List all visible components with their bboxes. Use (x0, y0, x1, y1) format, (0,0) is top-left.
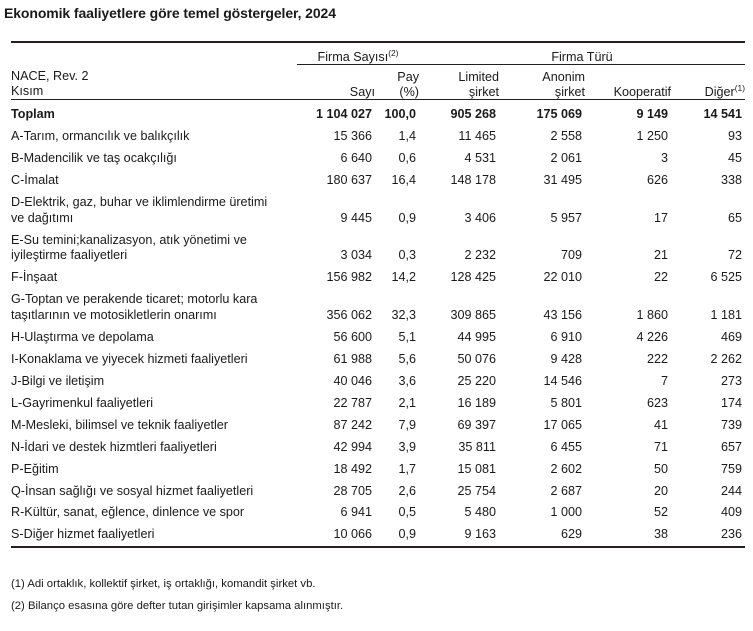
cell-anonim-sirket: 17 065 (543, 417, 582, 432)
indicators-table-container (11, 41, 745, 548)
head-spacer-top (11, 43, 745, 50)
cell-anonim-sirket: 629 (560, 527, 582, 542)
cell-pay: 0,9 (398, 210, 416, 225)
table-foot (11, 546, 745, 547)
table-row (11, 289, 745, 327)
cell-limited-sirket: 25 754 (457, 483, 496, 498)
cell-anonim-sirket: 709 (560, 248, 582, 263)
row-label-line: iyileştirme faaliyetleri (11, 248, 128, 263)
cell-limited-sirket: 15 081 (457, 461, 496, 476)
row-label-line: Q-İnsan sağlığı ve sosyal hizmet faaliyetleri (11, 483, 254, 498)
cell-pay: 1,7 (398, 461, 416, 476)
stub-header-line1: NACE, Rev. 2 (11, 69, 89, 83)
cell-diger: 739 (720, 417, 742, 432)
table-row (11, 480, 745, 502)
row-label (11, 267, 297, 289)
cell-pay: 0,3 (398, 248, 416, 263)
cell-diger: 409 (720, 505, 742, 520)
column-header-pay-line2: (%) (399, 84, 419, 99)
cell-anonim-sirket: 2 558 (550, 129, 582, 144)
cell-diger: 236 (720, 527, 742, 542)
table-row (11, 148, 745, 170)
cell-diger: 273 (720, 373, 742, 388)
table-row (11, 370, 745, 392)
row-label-line: G-Toptan ve perakende ticaret; motorlu kara (11, 292, 258, 307)
table-row (11, 458, 745, 480)
row-label (11, 524, 297, 546)
row-label-line: L-Gayrimenkul faaliyetleri (11, 395, 154, 410)
cell-pay: 3,6 (398, 373, 416, 388)
cell-sayi: 56 600 (333, 329, 372, 344)
row-label-line: S-Diğer hizmet faaliyetleri (11, 527, 155, 542)
group-header-firma-sayisi-label: Firma Sayısı (317, 50, 389, 64)
table-bottom-rule (11, 546, 745, 547)
table-row (11, 436, 745, 458)
column-header-anonim-sirket (499, 69, 585, 99)
cell-pay: 2,1 (398, 395, 416, 410)
row-label-line: R-Kültür, sanat, eğlence, dinlence ve spor (11, 505, 245, 520)
cell-anonim-sirket: 5 957 (550, 210, 582, 225)
column-header-anonim-line2: şirket (554, 84, 585, 99)
table-row (11, 192, 745, 230)
cell-pay: 0,5 (398, 505, 416, 520)
row-label-line: F-İnşaat (11, 270, 58, 285)
row-label-line: M-Mesleki, bilimsel ve teknik faaliyetler (11, 417, 228, 432)
cell-kooperatif: 1 250 (636, 129, 668, 144)
cell-kooperatif: 38 (653, 527, 668, 542)
cell-kooperatif: 7 (660, 373, 668, 388)
column-header-diger-footnote: (1) (734, 82, 745, 93)
cell-limited-sirket: 905 268 (450, 107, 496, 122)
cell-sayi: 356 062 (326, 307, 372, 322)
cell-kooperatif: 626 (646, 173, 668, 188)
cell-limited-sirket: 50 076 (457, 351, 496, 366)
row-label (11, 392, 297, 414)
column-header-limited-line1: Limited (458, 70, 499, 84)
cell-diger: 93 (727, 129, 742, 144)
cell-diger: 72 (727, 248, 742, 263)
cell-pay: 32,3 (391, 307, 416, 322)
column-header-pay-line1: Pay (397, 70, 419, 84)
cell-diger: 1 181 (710, 307, 742, 322)
row-label (11, 370, 297, 392)
cell-pay: 5,1 (398, 329, 416, 344)
row-label (11, 170, 297, 192)
cell-anonim-sirket: 175 069 (536, 107, 582, 122)
row-label-line: H-Ulaştırma ve depolama (11, 329, 154, 344)
stub-header-line2: Kısım (11, 84, 44, 98)
row-label-line: E-Su temini;kanalizasyon, atık yönetimi ve (11, 232, 247, 247)
cell-pay: 1,4 (398, 129, 416, 144)
row-label (11, 327, 297, 349)
cell-anonim-sirket: 2 061 (550, 151, 582, 166)
table-row (11, 414, 745, 436)
footnotes-block (11, 577, 711, 621)
cell-sayi: 42 994 (333, 439, 372, 454)
column-header-limited-sirket (419, 69, 499, 99)
footnote-1: (1) Adi ortaklık, kollektif şirket, iş ortaklığı, komandit şirket vb. (11, 578, 316, 590)
footnote-2: (2) Bilanço esasına göre defter tutan girişimler kapsama alınmıştır. (11, 600, 344, 612)
cell-diger: 2 262 (710, 351, 742, 366)
cell-limited-sirket: 25 220 (457, 373, 496, 388)
group-header-row (11, 50, 745, 64)
cell-anonim-sirket: 6 910 (550, 329, 582, 344)
row-label (11, 192, 297, 230)
column-header-sayi (297, 69, 375, 99)
row-label-line: Toplam (11, 107, 55, 122)
cell-diger: 244 (720, 483, 742, 498)
table-body (11, 104, 745, 546)
cell-pay: 100,0 (384, 107, 416, 122)
cell-pay: 3,9 (398, 439, 416, 454)
row-label (11, 104, 297, 126)
table-row (11, 327, 745, 349)
cell-anonim-sirket: 22 010 (543, 270, 582, 285)
row-label (11, 148, 297, 170)
cell-pay: 16,4 (391, 173, 416, 188)
column-header-kooperatif (585, 69, 671, 99)
cell-diger: 759 (720, 461, 742, 476)
cell-pay: 2,6 (398, 483, 416, 498)
cell-diger: 45 (727, 151, 742, 166)
cell-kooperatif: 17 (653, 210, 668, 225)
group-header-firma-sayisi (297, 47, 419, 64)
cell-kooperatif: 9 149 (636, 107, 668, 122)
cell-limited-sirket: 2 232 (464, 248, 496, 263)
cell-diger: 6 525 (710, 270, 742, 285)
table-head (11, 42, 745, 104)
cell-limited-sirket: 11 465 (458, 129, 496, 144)
cell-sayi: 40 046 (333, 373, 372, 388)
cell-kooperatif: 3 (660, 151, 668, 166)
row-label-line: J-Bilgi ve iletişim (11, 373, 105, 388)
table-row (11, 170, 745, 192)
page-title: Ekonomik faaliyetlere göre temel göstergeler, 2024 (4, 5, 336, 21)
cell-diger: 174 (720, 395, 742, 410)
row-label (11, 414, 297, 436)
cell-anonim-sirket: 1 000 (550, 505, 582, 520)
cell-kooperatif: 623 (646, 395, 668, 410)
cell-sayi: 22 787 (333, 395, 372, 410)
row-label (11, 229, 297, 267)
cell-diger: 657 (720, 439, 742, 454)
column-header-anonim-line1: Anonim (542, 70, 585, 84)
stub-header (11, 69, 297, 99)
cell-kooperatif: 41 (653, 417, 668, 432)
table-row (11, 524, 745, 546)
cell-sayi: 6 941 (340, 505, 372, 520)
cell-sayi: 156 982 (326, 270, 372, 285)
cell-diger: 469 (720, 329, 742, 344)
column-header-diger-text: Diğer (704, 84, 735, 99)
row-label-line: A-Tarım, ormancılık ve balıkçılık (11, 129, 190, 144)
row-label (11, 126, 297, 148)
column-header-diger-line1 (671, 82, 745, 100)
cell-diger: 14 541 (703, 107, 742, 122)
cell-sayi: 10 066 (333, 527, 372, 542)
cell-limited-sirket: 9 163 (464, 527, 496, 542)
group-header-firma-sayisi-footnote: (2) (388, 47, 399, 58)
cell-limited-sirket: 69 397 (457, 417, 496, 432)
cell-anonim-sirket: 43 156 (543, 307, 582, 322)
cell-kooperatif: 4 226 (636, 329, 668, 344)
row-label (11, 349, 297, 371)
cell-kooperatif: 22 (653, 270, 668, 285)
row-label-line: D-Elektrik, gaz, buhar ve iklimlendirme üretimi (11, 195, 268, 210)
cell-kooperatif: 222 (646, 351, 668, 366)
cell-sayi: 180 637 (326, 173, 372, 188)
cell-limited-sirket: 4 531 (464, 151, 496, 166)
cell-kooperatif: 20 (653, 483, 668, 498)
cell-limited-sirket: 148 178 (450, 173, 496, 188)
cell-kooperatif: 21 (653, 248, 668, 263)
cell-sayi: 1 104 027 (315, 107, 372, 122)
cell-pay: 5,6 (398, 351, 416, 366)
cell-sayi: 18 492 (333, 461, 372, 476)
row-label (11, 458, 297, 480)
row-label-line: taşıtlarının ve motosikletlerin onarımı (11, 307, 217, 322)
row-label (11, 480, 297, 502)
table-row (11, 502, 745, 524)
cell-sayi: 3 034 (340, 248, 372, 263)
cell-kooperatif: 1 860 (636, 307, 668, 322)
table-row (11, 104, 745, 126)
cell-limited-sirket: 16 189 (457, 395, 496, 410)
row-label (11, 289, 297, 327)
table-row (11, 349, 745, 371)
cell-kooperatif: 71 (653, 439, 668, 454)
cell-sayi: 87 242 (333, 417, 372, 432)
cell-limited-sirket: 44 995 (457, 329, 496, 344)
cell-sayi: 15 366 (333, 129, 372, 144)
cell-limited-sirket: 5 480 (464, 505, 496, 520)
row-label-line: P-Eğitim (11, 461, 59, 476)
cell-anonim-sirket: 2 687 (550, 483, 582, 498)
table-row (11, 392, 745, 414)
cell-sayi: 9 445 (340, 210, 372, 225)
cell-anonim-sirket: 14 546 (543, 373, 582, 388)
table-row (11, 267, 745, 289)
cell-sayi: 6 640 (340, 151, 372, 166)
cell-limited-sirket: 128 425 (450, 270, 496, 285)
row-label-line: I-Konaklama ve yiyecek hizmeti faaliyetleri (11, 351, 248, 366)
cell-limited-sirket: 3 406 (464, 210, 496, 225)
column-header-pay (375, 69, 419, 99)
cell-anonim-sirket: 5 801 (550, 395, 582, 410)
group-header-firma-turu (419, 50, 745, 64)
table-row (11, 126, 745, 148)
cell-diger: 338 (720, 173, 742, 188)
column-header-diger (671, 69, 745, 99)
cell-pay: 0,9 (398, 527, 416, 542)
cell-kooperatif: 50 (653, 461, 668, 476)
cell-limited-sirket: 35 811 (458, 439, 496, 454)
column-header-row (11, 69, 745, 99)
row-label (11, 502, 297, 524)
cell-limited-sirket: 309 865 (450, 307, 496, 322)
column-header-sayi-line1: Sayı (349, 84, 375, 99)
column-header-kooperatif-line1: Kooperatif (613, 84, 671, 99)
row-label-line: B-Madencilik ve taş ocakçılığı (11, 151, 177, 166)
row-label (11, 436, 297, 458)
cell-anonim-sirket: 6 455 (550, 439, 582, 454)
cell-anonim-sirket: 31 495 (543, 173, 582, 188)
cell-pay: 0,6 (398, 151, 416, 166)
column-header-limited-line2: şirket (468, 84, 499, 99)
cell-kooperatif: 52 (653, 505, 668, 520)
cell-sayi: 28 705 (333, 483, 372, 498)
row-label-line: C-İmalat (11, 173, 59, 188)
cell-sayi: 61 988 (333, 351, 372, 366)
row-label-line: ve dağıtımı (11, 210, 74, 225)
cell-pay: 7,9 (398, 417, 416, 432)
row-label-line: N-İdari ve destek hizmtleri faaliyetleri (11, 439, 217, 454)
indicators-table (11, 41, 745, 548)
cell-anonim-sirket: 2 602 (550, 461, 582, 476)
cell-pay: 14,2 (391, 270, 416, 285)
table-row (11, 229, 745, 267)
cell-diger: 65 (727, 210, 742, 225)
cell-anonim-sirket: 9 428 (550, 351, 582, 366)
group-header-firma-turu-label: Firma Türü (551, 50, 613, 64)
